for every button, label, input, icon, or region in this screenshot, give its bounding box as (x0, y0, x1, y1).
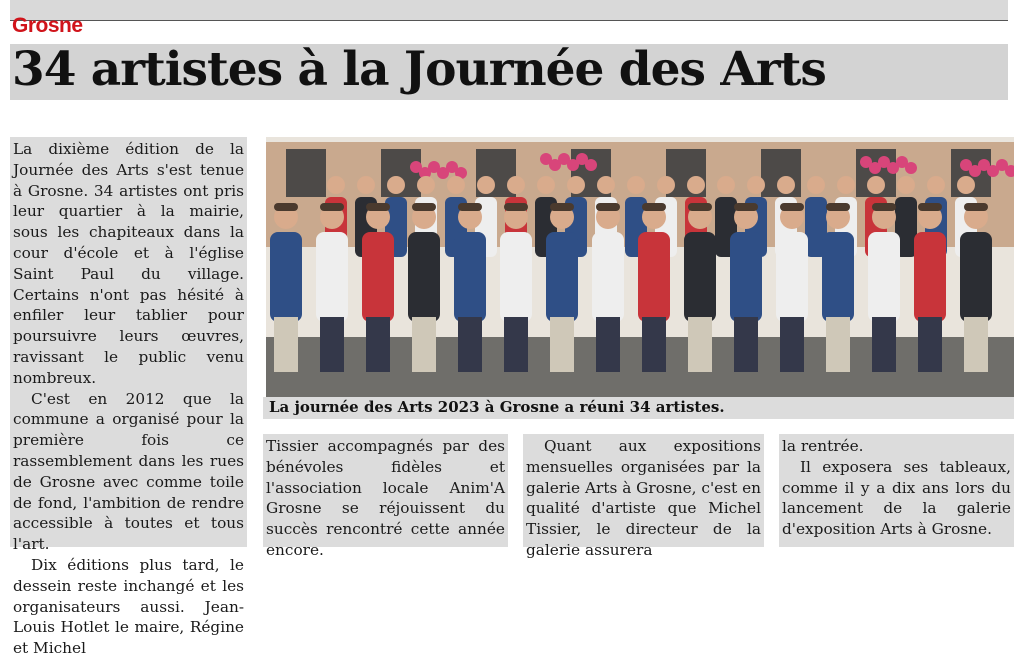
person-body (408, 232, 440, 322)
person-body (546, 232, 578, 322)
person-body (730, 232, 762, 322)
person-body (592, 232, 624, 322)
flower (905, 162, 917, 174)
person-body (960, 232, 992, 322)
group-photo (266, 137, 1014, 397)
person-hair (366, 203, 390, 211)
person-hair (596, 203, 620, 211)
person-head (897, 176, 915, 194)
paragraph: Dix éditions plus tard, le dessein reste inchangé et les organisateurs aussi. Jean-Louis Hotlet le maire, Régine et Michel (13, 555, 244, 658)
person-head (357, 176, 375, 194)
person-legs (964, 317, 988, 372)
person-body (684, 232, 716, 322)
article-column-4 (779, 434, 1014, 547)
person-head (417, 176, 435, 194)
paragraph: C'est en 2012 que la commune a organisé pour la première fois ce rassemblement dans les rues de Grosne avec comme toile de fond, l'ambition de rendre accessible à toutes et tous l'art. (13, 389, 244, 554)
person-head (327, 176, 345, 194)
person-body (868, 232, 900, 322)
person-body (638, 232, 670, 322)
person-head (717, 176, 735, 194)
person-hair (964, 203, 988, 211)
person-legs (780, 317, 804, 372)
window (286, 149, 326, 197)
person-head (777, 176, 795, 194)
person-head (957, 176, 975, 194)
person-hair (412, 203, 436, 211)
person-hair (458, 203, 482, 211)
person-head (837, 176, 855, 194)
person-legs (826, 317, 850, 372)
article-column-3 (523, 434, 764, 559)
person-head (477, 176, 495, 194)
section-label: Grosne (12, 14, 83, 37)
person-head (507, 176, 525, 194)
person-legs (274, 317, 298, 372)
person-body (822, 232, 854, 322)
person-body (500, 232, 532, 322)
person-legs (688, 317, 712, 372)
person-hair (550, 203, 574, 211)
person-hair (642, 203, 666, 211)
person-hair (688, 203, 712, 211)
person-body (914, 232, 946, 322)
person-head (807, 176, 825, 194)
person-body (362, 232, 394, 322)
person-body (454, 232, 486, 322)
person-hair (918, 203, 942, 211)
top-rule-bar (10, 0, 1008, 21)
headline: 34 artistes à la Journée des Arts (12, 42, 826, 97)
paragraph: La dixième édition de la Journée des Arts s'est tenue à Grosne. 34 artistes ont pris leur quartier à la mairie, sous les chapiteaux dans la cour d'école et à l'église Saint Paul du village. Certains n'ont pas hésité à enfiler leur tablier pour poursuivre leurs œuvres, ravissant le public venu nombreux. (13, 140, 244, 387)
person-legs (366, 317, 390, 372)
person-head (597, 176, 615, 194)
paragraph: Il exposera ses tableaux, comme il y a dix ans lors du lancement de la galerie d'exposition Arts à Grosne. (782, 457, 1011, 539)
person-body (776, 232, 808, 322)
article-column-1 (10, 137, 247, 658)
person-legs (734, 317, 758, 372)
person-hair (320, 203, 344, 211)
person-head (747, 176, 765, 194)
paragraph: Quant aux expositions mensuelles organisées par la galerie Arts à Grosne, c'est en qualité d'artiste que Michel Tissier, le directeur de la galerie assurera (526, 437, 761, 559)
person-head (567, 176, 585, 194)
person-legs (320, 317, 344, 372)
person-hair (274, 203, 298, 211)
person-head (927, 176, 945, 194)
person-legs (596, 317, 620, 372)
flower (585, 159, 597, 171)
paragraph: la rentrée. (782, 437, 864, 455)
person-legs (872, 317, 896, 372)
person-legs (504, 317, 528, 372)
person-body (270, 232, 302, 322)
person-legs (918, 317, 942, 372)
article-column-2 (263, 434, 508, 559)
person-head (387, 176, 405, 194)
person-hair (504, 203, 528, 211)
person-legs (458, 317, 482, 372)
person-head (447, 176, 465, 194)
group-photo-illustration (266, 137, 1014, 397)
person-head (627, 176, 645, 194)
paragraph: Tissier accompagnés par des bénévoles fidèles et l'association locale Anim'A Grosne se réjouissent du succès rencontré cette année encore. (266, 437, 505, 559)
person-head (687, 176, 705, 194)
person-legs (642, 317, 666, 372)
person-head (867, 176, 885, 194)
person-hair (872, 203, 896, 211)
person-body (316, 232, 348, 322)
person-legs (412, 317, 436, 372)
photo-caption: La journée des Arts 2023 à Grosne a réuni 34 artistes. (263, 397, 1014, 419)
person-hair (734, 203, 758, 211)
person-legs (550, 317, 574, 372)
person-head (657, 176, 675, 194)
person-hair (780, 203, 804, 211)
person-hair (826, 203, 850, 211)
person-head (537, 176, 555, 194)
